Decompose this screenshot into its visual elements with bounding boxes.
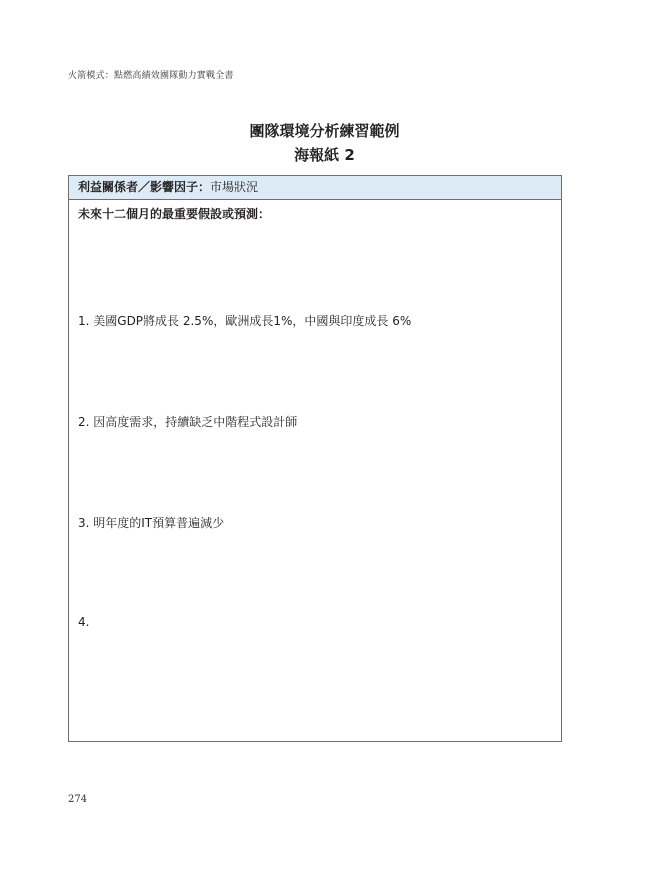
worksheet-box [68,175,562,742]
assumption-item-2: 2. 因高度需求，持續缺乏中階程式設計師 [78,415,298,429]
worksheet-body [69,200,561,741]
page-number: 274 [68,794,88,805]
page-title: 團隊環境分析練習範例 [249,122,400,140]
worksheet-header [69,176,561,200]
page-subtitle: 海報紙 2 [294,146,355,164]
stakeholder-value: 市場狀況 [210,180,259,194]
assumptions-prompt: 未來十二個月的最重要假設或預測： [78,207,271,221]
title-block [0,120,649,166]
stakeholder-label: 利益關係者／影響因子： [78,180,211,194]
running-header: 火箭模式：點燃高績效團隊動力實戰全書 [68,71,234,81]
assumption-item-1: 1. 美國GDP將成長 2.5%，歐洲成長1%，中國與印度成長 6% [78,314,412,328]
assumption-item-4: 4. [78,615,90,629]
assumption-item-3: 3. 明年度的IT預算普遍減少 [78,516,225,530]
